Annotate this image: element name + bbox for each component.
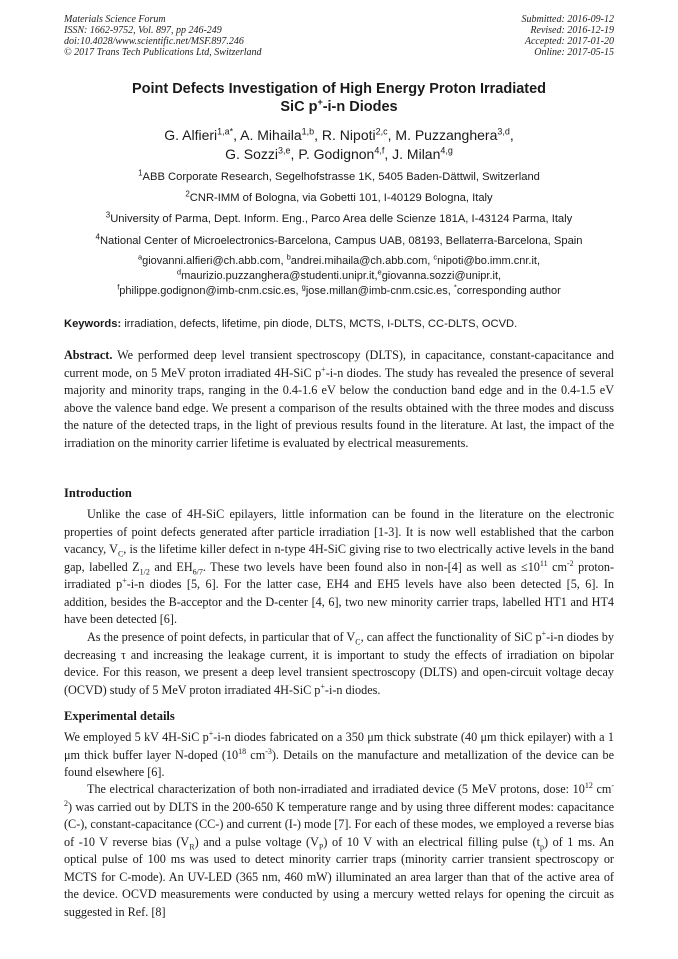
journal-info: [64, 14, 262, 58]
affiliation-1: [0, 170, 678, 184]
sub: 1/2: [139, 566, 150, 576]
affiliation-4: [0, 234, 678, 248]
aff-sup: 3: [105, 210, 111, 220]
author-list: G. Alfieri$^{1,a*}$, A. Mihaila$^{1,b}$, R. Nipoti$^{2,c}$, M. Puzzanghera$^{3,d}$, G. Sozzi$^{3,e}$, P. Godignon$^{4,f}$, J. Milan$^{4,g}$: [164, 126, 514, 162]
sup: +: [320, 681, 325, 691]
keywords: [64, 317, 624, 331]
date-online: Online: 2017-05-15: [534, 47, 614, 58]
text: The electrical characterization of both non-irradiated and irradiated device (5 MeV protons, dose: 10: [87, 782, 585, 796]
text: cm: [547, 559, 567, 574]
affiliation-2: [0, 191, 678, 205]
sup: +: [122, 575, 127, 585]
keywords-label: Keywords:: [64, 318, 122, 330]
title-sup: +: [317, 97, 323, 108]
title-line-2: [0, 98, 678, 116]
email-link[interactable]: philippe.godignon@imb-cnm.csic.es,: [119, 285, 299, 297]
author: G. Alfieri: [164, 127, 218, 143]
text: -i-n diodes by decreasing τ and increasing the leakage current, it is important to study the effects of irradiation on bipolar device. For this reason, we present a deep level transient spectroscopy (DLTS) and open-circuit voltage decay (OCVD) study of 5 MeV proton irradiated 4H-SiC p: [64, 630, 614, 697]
author: M. Puzzanghera: [395, 127, 498, 143]
exp-paragraph-1: [64, 729, 614, 782]
sup: 18: [238, 746, 247, 756]
author-sup: 2,c: [375, 126, 388, 137]
sup: -3: [265, 746, 272, 756]
text: proton-irradiated p: [64, 559, 615, 591]
author: J. Milan: [392, 146, 441, 162]
email-link[interactable]: giovanna.sozzi@unipr.it,: [381, 270, 502, 282]
abstract-text: We performed deep level transient spectroscopy (DLTS), in capacitance, constant-capacitance and current mode, on 5 MeV proton irradiated 4H-SiC p: [64, 348, 615, 380]
sub: C: [117, 549, 124, 559]
date-accepted: Accepted: 2017-01-20: [524, 36, 614, 47]
author: R. Nipoti: [321, 127, 376, 143]
text: . These two levels have been found also in non-[4] as well as ≤10: [202, 559, 540, 574]
email-link[interactable]: jose.millan@imb-cnm.csic.es,: [305, 285, 451, 297]
sup: 11: [539, 558, 548, 568]
text: , is the lifetime killer defect in n-type 4H-SiC giving rise to two electrically active levels in the band gap, labelled Z: [64, 542, 614, 574]
text: ) of 10 V with an electrical filling pulse (t: [323, 834, 540, 849]
aff-sup: 1: [138, 168, 143, 178]
text: -i-n diodes [5, 6]. For the latter case, EH4 and EH5 levels have also been detected [5, 6]. In addition, besides the B-acceptor and the D-center [4, 6], two new minority carrier traps, labelled HT1 and HT4 have been detected [6].: [64, 577, 614, 626]
date-revised: Revised: 2016-12-19: [530, 25, 614, 36]
email-link[interactable]: nipoti@bo.imm.cnr.it,: [437, 255, 541, 267]
text: ) of 1 ms. An optical pulse of 100 ms was used to detect minority carrier traps (minority carrier transient spectroscopy or MCTS for C-mode). An UV-LED (365 nm, 460 mW) illuminated an area larger than that of the active area of the device. OCVD measurements were conducted by using a mercury wetted relays for opening the circuit as suggested in Ref. [8]: [64, 834, 615, 919]
aff-text: CNR-IMM of Bologna, via Gobetti 101, I-40129 Bologna, Italy: [189, 192, 493, 204]
email-link[interactable]: andrei.mihaila@ch.abb.com,: [290, 255, 431, 267]
corresponding-note: corresponding author: [456, 285, 561, 297]
author: G. Sozzi: [225, 146, 279, 162]
intro-paragraph-1: [64, 506, 614, 629]
text: cm: [592, 782, 612, 796]
email-link[interactable]: giovanni.alfieri@ch.abb.com,: [142, 255, 284, 267]
section-heading-experimental: Experimental details: [64, 709, 175, 723]
journal-doi: doi:10.4028/www.scientific.net/MSF.897.246: [64, 36, 244, 47]
title-text: SiC p: [280, 99, 318, 115]
abstract-label: Abstract.: [64, 348, 113, 362]
journal-copyright: © 2017 Trans Tech Publications Ltd, Switzerland: [64, 47, 262, 58]
sub: 6/7: [192, 566, 203, 576]
author-sup: 3,d: [497, 126, 510, 137]
text: cm: [246, 747, 266, 762]
sub: p: [539, 841, 544, 851]
abstract-text: -i-n diodes. The study has revealed the presence of several majority and minority traps, ranging in the 0.4-1.6 eV below the conduction band edge and in the 0.4-1.5 eV above the valence band edge. We present a comparison of the results obtained with the three modes and discuss the nature of the detected traps, in the light of previous results found in the literature. At last, the impact of the irradiation on the minority carrier lifetime is evaluated by electrical measurements.: [64, 365, 615, 450]
abstract: [64, 347, 614, 452]
paper-title: [0, 80, 678, 116]
author-sup: 4,f: [374, 145, 385, 156]
affiliation-3: [0, 212, 678, 226]
sup: 12: [584, 780, 593, 790]
author-sup: 3,e: [278, 145, 291, 156]
aff-text: National Center of Microelectronics-Barcelona, Campus UAB, 08193, Bellaterra-Barcelona, Spain: [99, 235, 583, 247]
author: P. Godignon: [298, 146, 375, 162]
text: and EH: [149, 559, 193, 574]
sup: +: [208, 728, 214, 738]
author-sup: 1,a*: [217, 126, 234, 137]
author-sup: 1,b: [301, 126, 315, 137]
sub: C: [355, 637, 361, 647]
sup: -2: [566, 558, 574, 568]
aff-text: ABB Corporate Research, Segelhofstrasse 1K, 5405 Baden-Dättwil, Switzerland: [142, 171, 540, 183]
text: ) and a pulse voltage (V: [194, 834, 319, 849]
author-emails: $^a$giovanni.alfieri@ch.abb.com, $^b$andrei.mihaila@ch.abb.com, $^c$nipoti@bo.imm.cnr.it, $^d$maurizio.puzzanghera@studenti.unipr.it,$^e$giovanna.sozzi@unipr.it, $^f$philippe.godignon@imb-cnm.csic.es, $^g$jose.millan@imb-cnm.csic.es, *corresponding author: [117, 252, 561, 297]
author-sup: 4,g: [440, 145, 453, 156]
sub: P: [318, 841, 324, 851]
submission-dates: [522, 14, 615, 58]
section-heading-introduction: Introduction: [64, 486, 132, 500]
aff-text: University of Parma, Dept. Inform. Eng., Parco Area delle Scienze 181A, I-43124 Parma, Italy: [110, 213, 573, 225]
aff-sup: 2: [185, 189, 190, 199]
aff-sup: 4: [95, 232, 100, 242]
text: ) was carried out by DLTS in the 200-650 K temperature range and by using three different modes: capacitance (C-), constant-capacitance (CC-) and current (I-) mode [7]. For each of these modes, we employed a reverse bias of -10 V reverse bias (V: [64, 799, 614, 849]
journal-name: Materials Science Forum: [64, 14, 166, 25]
keywords-text: irradiation, defects, lifetime, pin diode, DLTS, MCTS, I-DLTS, CC-DLTS, OCVD.: [124, 318, 518, 330]
date-submitted: Submitted: 2016-09-12: [521, 14, 614, 25]
text: Unlike the case of 4H-SiC epilayers, little information can be found in the literature on the electronic properties of point defects generated after particle irradiation [1-3]. It is now well established that the carbon vacancy, V: [64, 507, 614, 556]
sup: -2: [64, 780, 615, 808]
text: -i-n diodes fabricated on a 350 μm thick substrate (40 μm thick epilayer) with a 1 μm thick buffer layer N-doped (10: [64, 730, 614, 762]
text: -i-n diodes.: [324, 682, 381, 697]
text: As the presence of point defects, in particular that of V: [87, 630, 356, 644]
sup: +: [541, 628, 547, 638]
title-text: -i-n Diodes: [322, 99, 398, 115]
text: , can affect the functionality of SiC p: [360, 630, 542, 644]
abstract-sup: +: [321, 364, 326, 374]
text: ). Details on the manufacture and metallization of the device can be found elsewhere [6].: [64, 747, 614, 779]
author: A. Mihaila: [240, 127, 302, 143]
intro-paragraph-2: [64, 629, 614, 699]
title-line-1: Point Defects Investigation of High Energy Proton Irradiated: [131, 81, 547, 97]
sub: R: [189, 841, 195, 851]
email-link[interactable]: maurizio.puzzanghera@studenti.unipr.it,: [181, 270, 378, 282]
exp-paragraph-2: [64, 781, 614, 921]
journal-issn: ISSN: 1662-9752, Vol. 897, pp 246-249: [64, 25, 222, 36]
text: We employed 5 kV 4H-SiC p: [64, 730, 209, 744]
